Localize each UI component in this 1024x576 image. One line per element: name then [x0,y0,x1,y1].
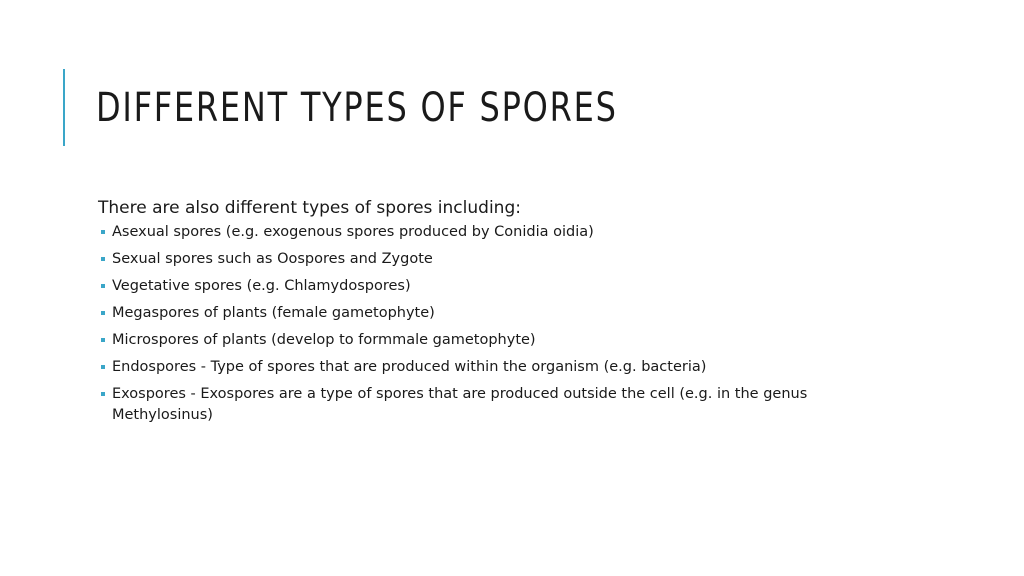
bullet-text: Sexual spores such as Oospores and Zygote [112,251,433,267]
bullet-text: Microspores of plants (develop to formmale gametophyte) [112,332,536,348]
bullet-text: Exospores - Exospores are a type of spores that are produced outside the cell (e.g. in the genus Methylosinus) [112,386,808,423]
slide-content [98,195,858,432]
bullet-list [98,222,858,426]
square-bullet-icon [101,338,105,342]
bullet-item [98,249,858,270]
bullet-text: Endospores - Type of spores that are produced within the organism (e.g. bacteria) [112,359,707,375]
slide-title: DIFFERENT TYPES OF SPORES [96,85,618,131]
bullet-item [98,303,858,324]
square-bullet-icon [101,257,105,261]
square-bullet-icon [101,311,105,315]
bullet-item [98,276,858,297]
square-bullet-icon [101,230,105,234]
bullet-text: Vegetative spores (e.g. Chlamydospores) [112,278,411,294]
title-accent-bar [63,69,65,146]
intro-text: There are also different types of spores including: [98,198,521,218]
bullet-item [98,384,858,426]
bullet-item [98,357,858,378]
bullet-text: Asexual spores (e.g. exogenous spores produced by Conidia oidia) [112,224,594,240]
bullet-text: Megaspores of plants (female gametophyte) [112,305,435,321]
square-bullet-icon [101,392,105,396]
square-bullet-icon [101,284,105,288]
bullet-item [98,330,858,351]
bullet-item [98,222,858,243]
square-bullet-icon [101,365,105,369]
